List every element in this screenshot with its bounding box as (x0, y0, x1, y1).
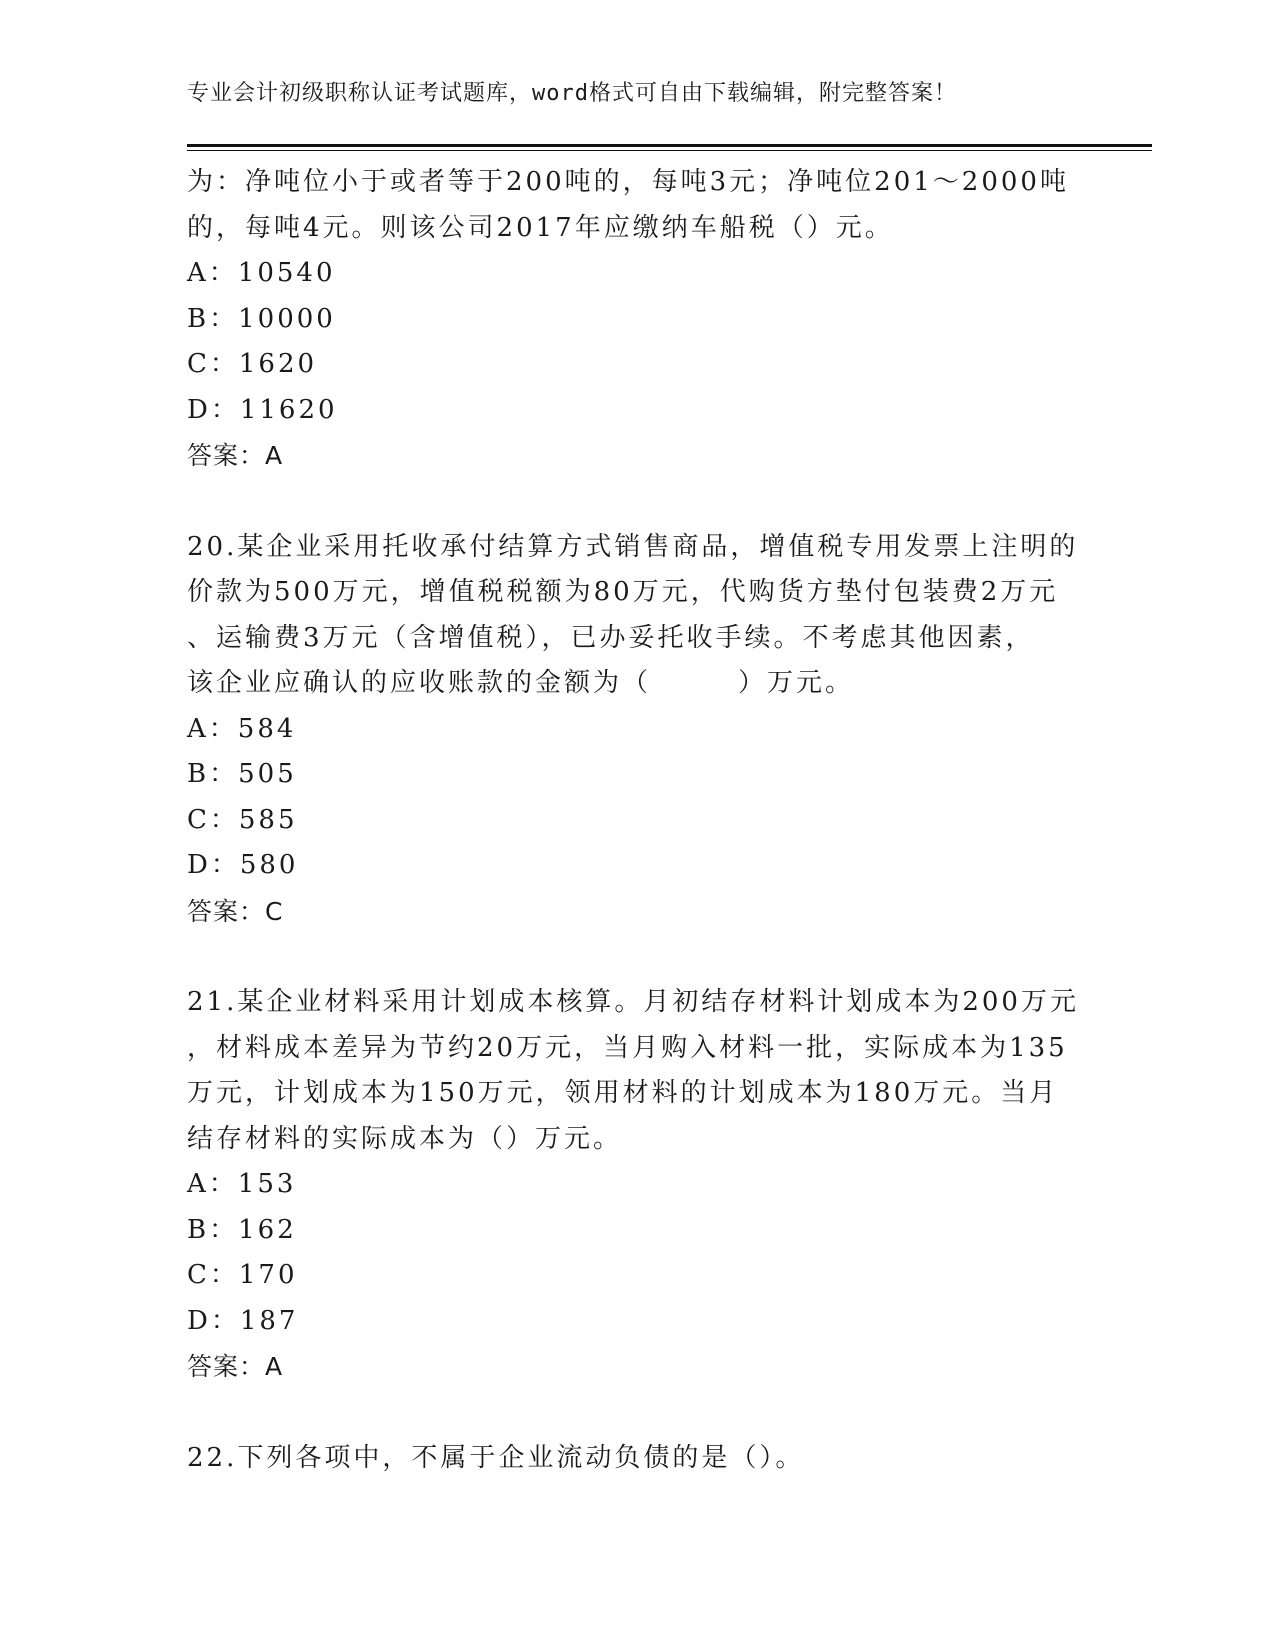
question-text-line: 该企业应确认的应收账款的金额为（ ）万元。 (187, 668, 855, 698)
question-text-line: 万元，计划成本为150万元，领用材料的计划成本为180万元。当月 (187, 1078, 1059, 1108)
option-d: D：580 (187, 850, 299, 880)
question-20 (187, 525, 1087, 935)
option-b: B：505 (187, 759, 297, 789)
question-text-line: 22.下列各项中，不属于企业流动负债的是（）。 (187, 1442, 805, 1473)
question-content (187, 160, 1087, 1481)
question-text-line: 结存材料的实际成本为（）万元。 (187, 1123, 623, 1154)
question-text-line: 价款为500万元，增值税税额为80万元，代购货方垫付包装费2万元 (187, 577, 1059, 607)
question-text-line: 的，每吨4元。则该公司2017年应缴纳车船税（）元。 (187, 212, 894, 243)
option-c: C：1620 (187, 349, 318, 379)
question-22 (187, 1436, 1087, 1482)
question-21 (187, 980, 1087, 1390)
answer-label: 答案：C (187, 896, 284, 926)
option-b: B：10000 (187, 303, 336, 334)
option-a: A：153 (187, 1169, 297, 1199)
header-rule-thin (187, 150, 1152, 151)
option-b: B：162 (187, 1214, 297, 1245)
option-a: A：584 (187, 713, 297, 744)
question-text-line: 、运输费3万元（含增值税），已办妥托收手续。不考虑其他因素， (187, 622, 1035, 653)
option-c: C：170 (187, 1260, 298, 1290)
option-a: A：10540 (187, 258, 336, 288)
question-text-line: 为：净吨位小于或者等于200吨的，每吨3元；净吨位201～2000吨 (187, 167, 1069, 197)
question-text-line: 21.某企业材料采用计划成本核算。月初结存材料计划成本为200万元 (187, 987, 1079, 1017)
answer-label: 答案：A (187, 1352, 284, 1381)
question-19-continuation (187, 160, 1087, 479)
option-d: D：11620 (187, 394, 338, 425)
answer-label: 答案：A (187, 441, 284, 470)
option-c: C：585 (187, 804, 298, 835)
page-header: 专业会计初级职称认证考试题库，word格式可自由下载编辑，附完整答案！ (187, 81, 957, 106)
header-rule-thick (187, 144, 1152, 147)
option-d: D：187 (187, 1305, 299, 1336)
question-text-line: ，材料成本差异为节约20万元，当月购入材料一批，实际成本为135 (187, 1032, 1068, 1063)
question-text-line: 20.某企业采用托收承付结算方式销售商品，增值税专用发票上注明的 (187, 531, 1079, 562)
